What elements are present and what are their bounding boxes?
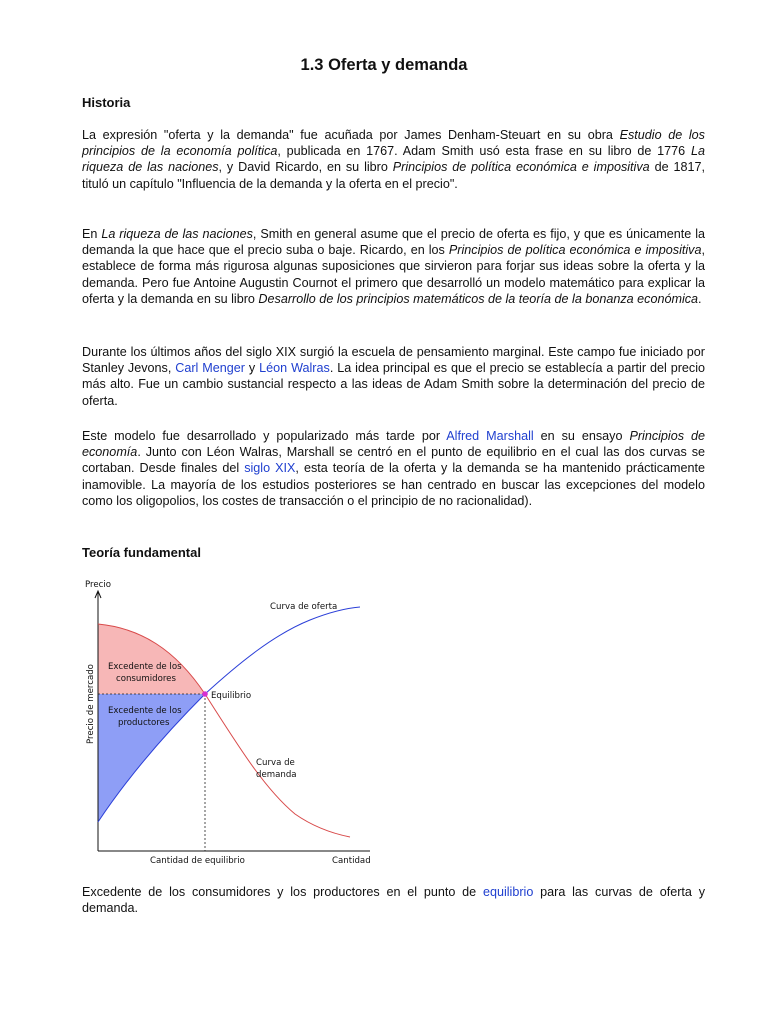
paragraph-4 xyxy=(82,428,705,509)
producer-surplus-label-line2: productores xyxy=(118,718,170,728)
text-span: . Junto con Léon Walras, Marshall se centró en el punto de equilibrio en el cual las dos curvas se cortaban. Desde finales del xyxy=(82,445,705,476)
paragraph-1 xyxy=(82,127,705,192)
supply-curve-label: Curva de oferta xyxy=(270,602,338,612)
link-siglo-xix[interactable]: siglo XIX xyxy=(244,461,296,476)
text-span: en su ensayo xyxy=(533,429,630,443)
italic-title: La riqueza de las naciones xyxy=(101,227,253,241)
text-span: , Smith en general asume que el precio de oferta es fijo, y que es únicamente la demanda la que hace que el precio suba o baje. Ricardo, en los xyxy=(82,227,705,258)
supply-demand-chart xyxy=(80,574,380,869)
equilibrium-quantity-label: Cantidad de equilibrio xyxy=(150,856,245,866)
text-span: Excedente de los consumidores y los productores en el punto de xyxy=(82,885,483,899)
text-span: . La idea principal es que el precio se establecía a partir del precio más alto. Fue un cambio sustancial respecto a las ideas de Adam Smith sobre la determinación del precio de oferta. xyxy=(82,361,706,408)
consumer-surplus-label-line1: Excedente de los xyxy=(108,662,182,672)
producer-surplus-label-line1: Excedente de los xyxy=(108,706,182,716)
italic-title: Desarrollo de los principios matemáticos de la teoría de la bonanza económica xyxy=(258,291,699,306)
section-heading-teoria: Teoría fundamental xyxy=(82,545,201,560)
link-equilibrio[interactable]: equilibrio xyxy=(482,885,534,899)
equilibrium-label: Equilibrio xyxy=(211,691,252,701)
italic-title: Estudio de los principios de la economía política xyxy=(82,128,705,159)
paragraph-3 xyxy=(82,344,705,409)
text-span: de 1817, tituló un capítulo "Influencia de la demanda y la oferta en el precio". xyxy=(82,160,705,191)
demand-curve-label-line2: demanda xyxy=(256,770,297,780)
text-span: y xyxy=(244,361,260,376)
text-span: En xyxy=(82,227,102,241)
paragraph-2 xyxy=(82,226,705,307)
text-span: Durante los últimos años del siglo XIX surgió la escuela de pensamiento marginal. Este campo fue iniciado por Stanley Jevons, xyxy=(82,345,705,376)
page-title: 1.3 Oferta y demanda xyxy=(300,56,468,74)
x-axis-label: Cantidad xyxy=(332,856,371,866)
italic-title: La riqueza de las naciones xyxy=(82,144,705,175)
italic-title: Principios de economía xyxy=(82,429,705,460)
text-span: , establece de forma más rigurosa algunas suposiciones que sirvieron para forjar sus ideas sobre la oferta y la demanda. Pero fue Antoine Augustin Cournot el primero que desarrolló un modelo matemático para explicar la oferta y la demanda en su libro xyxy=(82,243,705,306)
section-heading-historia: Historia xyxy=(82,95,131,110)
market-price-label: Precio de mercado xyxy=(86,664,96,744)
consumer-surplus-label-line2: consumidores xyxy=(116,674,176,684)
figure-caption xyxy=(82,884,705,916)
equilibrium-point xyxy=(202,691,208,697)
demand-curve-label-line1: Curva de xyxy=(256,758,295,768)
text-span: Este modelo fue desarrollado y popularizado más tarde por xyxy=(82,429,447,443)
text-span: La expresión "oferta y la demanda" fue acuñada por James Denham-Steuart en su obra xyxy=(82,128,620,142)
text-span: , publicada en 1767. Adam Smith usó esta frase en su libro de 1776 xyxy=(277,144,691,159)
italic-title: Principios de política económica e impositiva xyxy=(448,243,702,258)
text-span: para las curvas de oferta y demanda. xyxy=(82,885,705,916)
text-span: . xyxy=(698,291,702,306)
link-carl-menger[interactable]: Carl Menger xyxy=(175,361,245,376)
link-alfred-marshall[interactable]: Alfred Marshall xyxy=(446,429,534,443)
supply-demand-figure xyxy=(80,574,380,869)
link-leon-walras[interactable]: Léon Walras xyxy=(259,361,330,376)
text-span: , esta teoría de la oferta y la demanda se ha mantenido prácticamente inamovible. La mayoría de los estudios posteriores se han centrado en buscar las excepciones del modelo como los oligopolios, los costes de transacción o el principio de no racionalidad). xyxy=(82,461,705,508)
text-span: , y David Ricardo, en su libro xyxy=(218,160,393,175)
y-axis-label: Precio xyxy=(85,580,112,590)
italic-title: Principios de política económica e impositiva xyxy=(392,160,650,175)
